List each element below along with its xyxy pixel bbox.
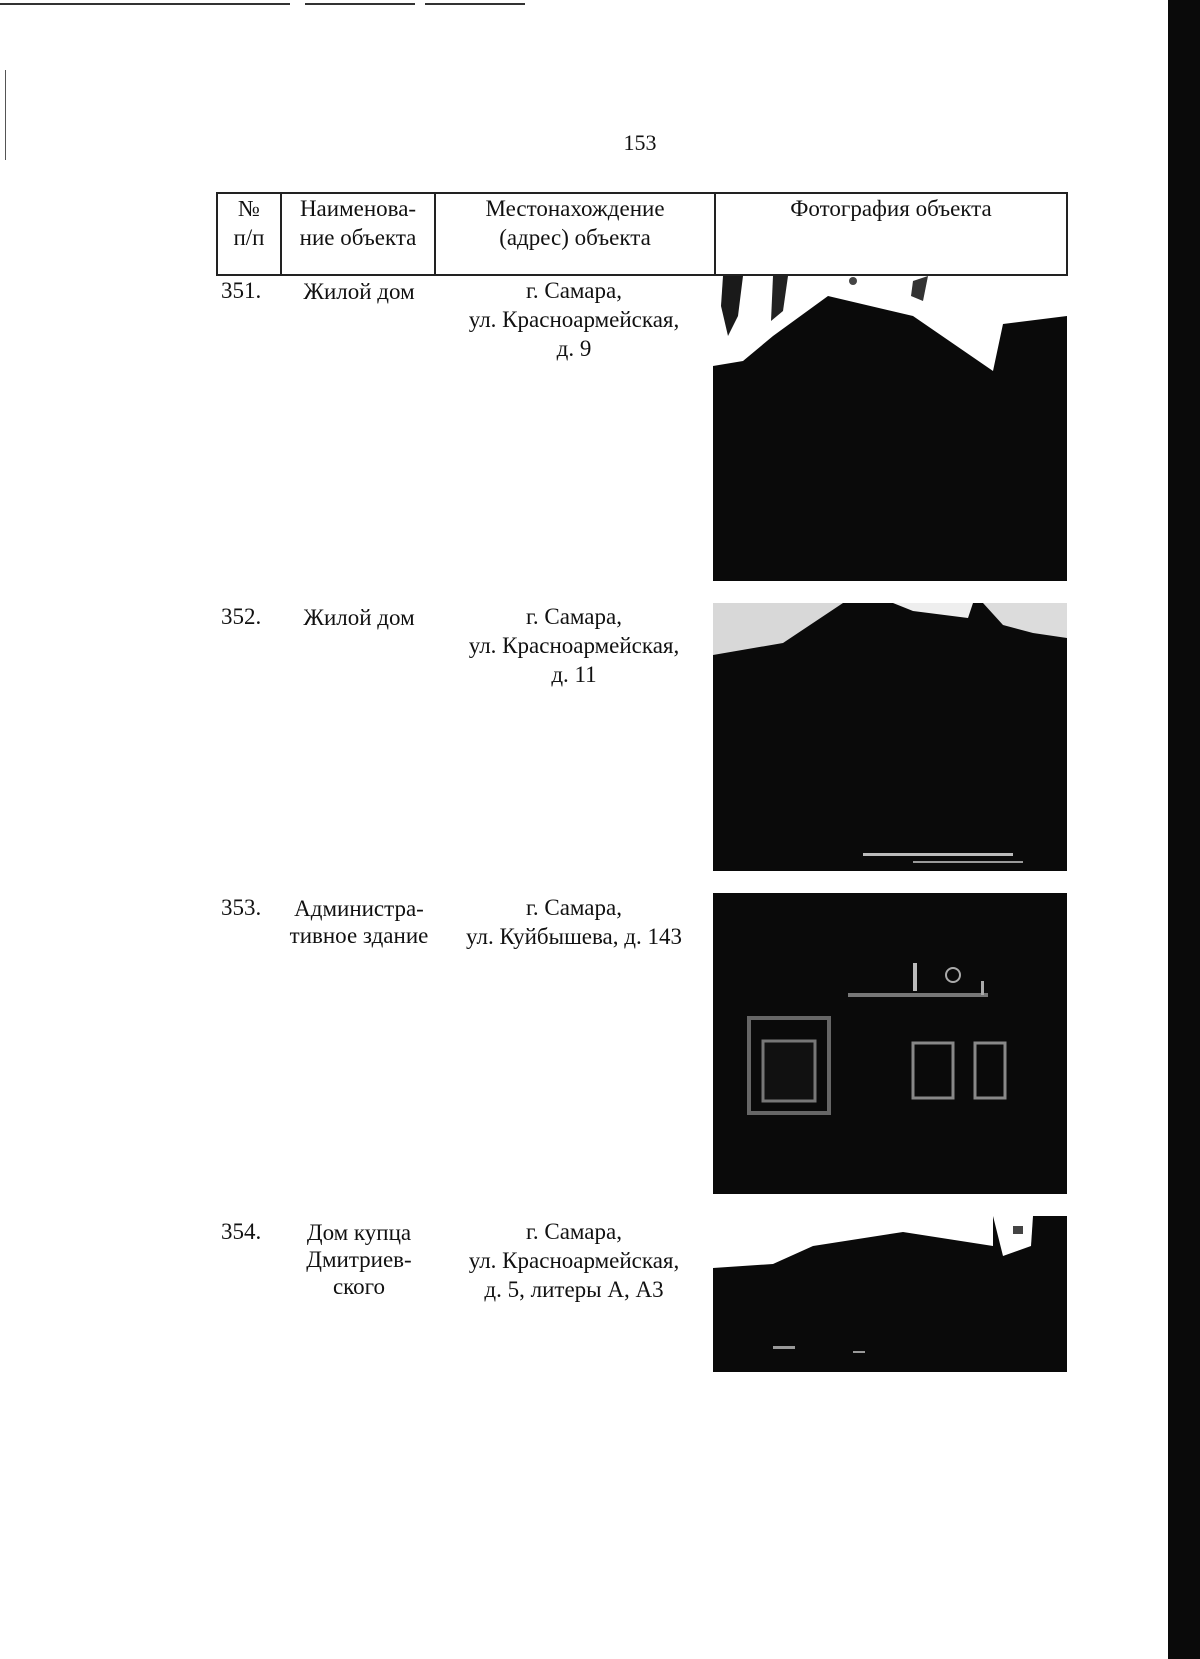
house-photo-image <box>713 1216 1067 1372</box>
object-name-line: Администра- <box>294 896 424 921</box>
object-name-line: ского <box>332 1274 386 1299</box>
object-name <box>282 604 436 631</box>
header-photo-line: Фотография объекта <box>790 196 992 221</box>
object-name-line: Жилой дом <box>303 605 415 630</box>
scan-top-line <box>305 3 415 5</box>
row-number: 351. <box>221 278 262 303</box>
address-line: д. 5, литеры А, А3 <box>484 1277 664 1302</box>
object-address <box>434 893 714 951</box>
scan-edge-bar <box>1168 0 1200 1659</box>
object-name <box>282 278 436 305</box>
header-address-line: Местонахождение <box>485 196 665 221</box>
header-name-line: Наименова- <box>299 196 417 221</box>
object-photo <box>713 1216 1067 1372</box>
address-line: г. Самара, <box>526 895 622 920</box>
address-line: ул. Красноармейская, <box>468 633 680 658</box>
header-name <box>282 194 436 274</box>
object-photo <box>713 603 1067 871</box>
header-number-line: п/п <box>233 225 265 250</box>
address-line: ул. Куйбышева, д. 143 <box>466 924 682 949</box>
address-line: г. Самара, <box>526 604 622 629</box>
table-header <box>216 192 1068 276</box>
address-line: г. Самара, <box>526 278 622 303</box>
header-name-line: ние объекта <box>299 225 417 250</box>
address-line: г. Самара, <box>526 1219 622 1244</box>
object-address <box>434 602 714 689</box>
address-line: ул. Красноармейская, <box>468 1248 680 1273</box>
header-number <box>218 194 282 274</box>
scan-left-mark <box>5 70 6 160</box>
object-address <box>434 1217 714 1304</box>
address-line: д. 11 <box>551 662 597 687</box>
address-line: д. 9 <box>556 336 592 361</box>
header-address <box>436 194 716 274</box>
header-address-line: (адрес) объекта <box>499 225 651 250</box>
object-name-line: Дом купца <box>306 1220 412 1245</box>
object-name <box>282 1219 436 1300</box>
header-photo <box>716 194 1066 274</box>
row-number: 353. <box>221 895 262 920</box>
object-address <box>434 276 714 363</box>
object-name-line: Дмитриев- <box>306 1247 412 1272</box>
house-photo-image <box>713 603 1067 871</box>
object-name <box>282 895 436 949</box>
house-photo-image <box>713 276 1067 581</box>
address-line: ул. Красноармейская, <box>468 307 680 332</box>
building-photo-image <box>713 893 1067 1194</box>
object-name-line: Жилой дом <box>303 279 415 304</box>
row-number: 352. <box>221 604 262 629</box>
object-name-line: тивное здание <box>289 923 429 948</box>
object-photo <box>713 893 1067 1194</box>
row-number: 354. <box>221 1219 262 1244</box>
object-photo <box>713 276 1067 581</box>
scan-top-line <box>0 3 290 5</box>
page-number: 153 <box>623 130 657 155</box>
header-number-line: № <box>238 196 260 221</box>
scan-top-line <box>425 3 525 5</box>
